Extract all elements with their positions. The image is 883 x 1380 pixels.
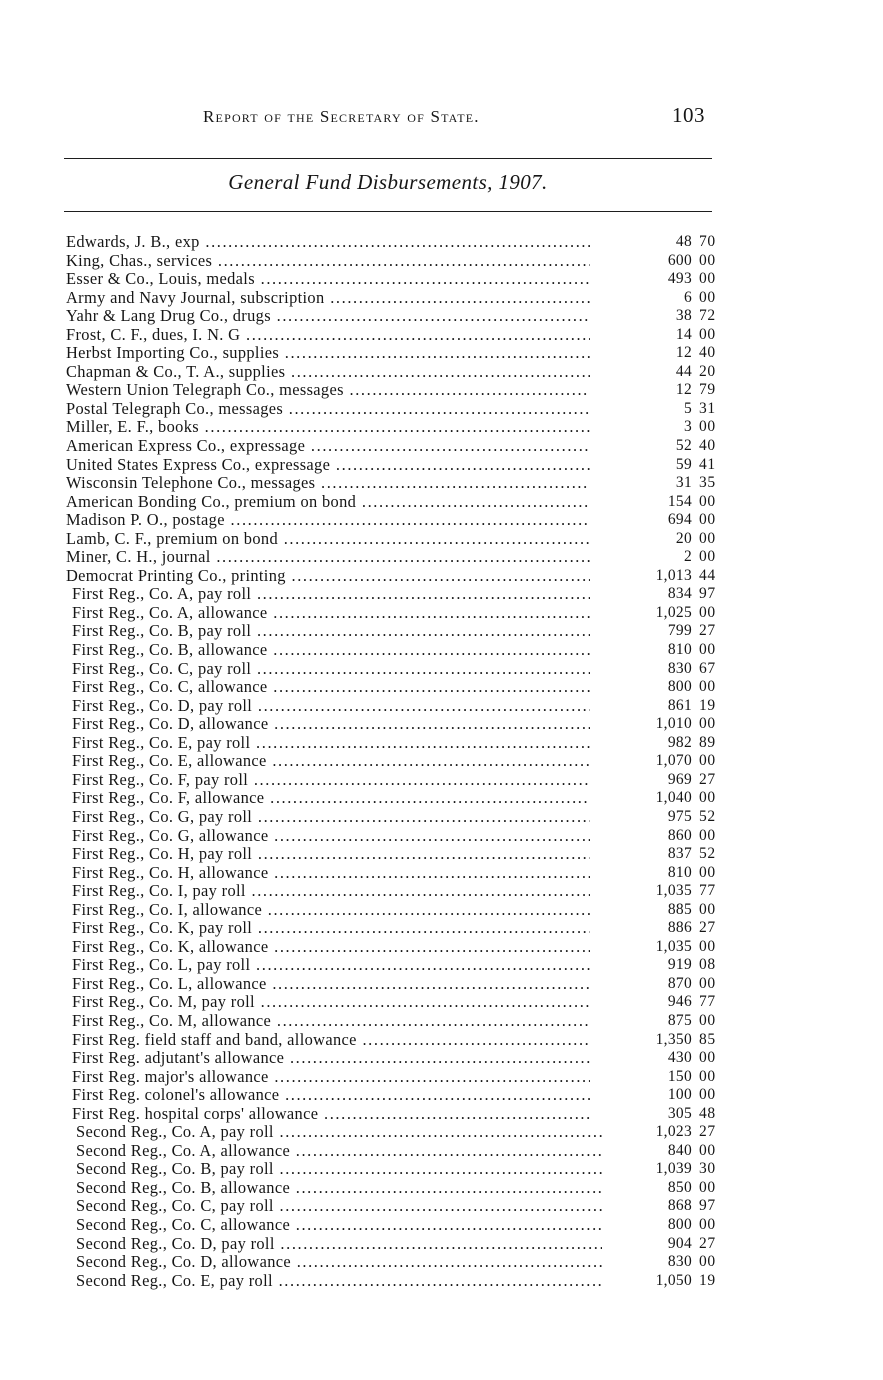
ledger-row	[0, 752, 883, 771]
amount-dollars: 1,023	[655, 1123, 692, 1141]
amount-dollars: 600	[667, 251, 692, 269]
amount-dollars: 810	[667, 863, 692, 881]
amount-cents: 97	[699, 1197, 716, 1215]
ledger-row	[0, 1068, 883, 1087]
amount-dollars: 1,035	[655, 882, 692, 900]
entry-description: Postal Telegraph Co., messages .....	[66, 400, 590, 419]
amount-dollars: 885	[667, 900, 692, 918]
amount-dollars: 904	[667, 1234, 692, 1252]
ledger-row	[0, 1049, 883, 1068]
entry-description: Second Reg., Co. C, pay roll .....	[76, 1197, 602, 1216]
amount-dollars: 860	[667, 826, 692, 844]
amount-dollars: 38	[675, 307, 692, 325]
ledger-row	[0, 864, 883, 883]
amount-dollars: 837	[667, 845, 692, 863]
amount-dollars: 800	[667, 1215, 692, 1233]
amount-dollars: 799	[667, 622, 692, 640]
entry-description: Edwards, J. B., exp .....	[66, 233, 590, 252]
amount-dollars: 840	[667, 1141, 692, 1159]
ledger-row	[0, 956, 883, 975]
ledger-row	[0, 975, 883, 994]
entry-description: First Reg., Co. K, pay roll .....	[72, 919, 590, 938]
ledger-row	[0, 344, 883, 363]
entry-description: First Reg., Co. C, pay roll .....	[72, 660, 590, 679]
amount-cents: 08	[699, 956, 716, 974]
amount-dollars: 154	[667, 492, 692, 510]
ledger-row	[0, 1197, 883, 1216]
amount-cents: 00	[699, 511, 716, 529]
entry-description: Second Reg., Co. C, allowance .....	[76, 1216, 602, 1235]
amount-dollars: 886	[667, 919, 692, 937]
entry-description: First Reg., Co. C, allowance .....	[72, 678, 590, 697]
ledger-row	[0, 993, 883, 1012]
entry-description: Second Reg., Co. A, pay roll .....	[76, 1123, 602, 1142]
amount-cents: 00	[699, 715, 716, 733]
amount-dollars: 31	[675, 474, 692, 492]
amount-cents: 00	[699, 1011, 716, 1029]
ledger-row	[0, 530, 883, 549]
amount-cents: 00	[699, 863, 716, 881]
amount-cents: 00	[699, 251, 716, 269]
amount-cents: 48	[699, 1104, 716, 1122]
amount-dollars: 1,035	[655, 937, 692, 955]
amount-dollars: 946	[667, 993, 692, 1011]
amount-cents: 00	[699, 1178, 716, 1196]
ledger-row	[0, 326, 883, 345]
amount-dollars: 59	[675, 455, 692, 473]
amount-dollars: 1,039	[655, 1160, 692, 1178]
amount-cents: 00	[699, 1141, 716, 1159]
ledger-row	[0, 548, 883, 567]
entry-description: First Reg., Co. A, allowance .....	[72, 604, 590, 623]
amount-dollars: 48	[675, 233, 692, 250]
entry-description: First Reg., Co. K, allowance .....	[72, 938, 590, 957]
entry-description: First Reg., Co. I, pay roll .....	[72, 882, 590, 901]
ledger-row	[0, 363, 883, 382]
entry-description: First Reg., Co. L, allowance .....	[72, 975, 590, 994]
page-number: 103	[672, 103, 705, 127]
ledger-row	[0, 381, 883, 400]
ledger-row	[0, 1012, 883, 1031]
amount-dollars: 52	[675, 437, 692, 455]
entry-description: Second Reg., Co. D, allowance .....	[76, 1253, 602, 1272]
amount-dollars: 3	[683, 418, 692, 436]
amount-dollars: 1,050	[655, 1271, 692, 1289]
entry-description: First Reg., Co. E, pay roll .....	[72, 734, 590, 753]
ledger-row	[0, 400, 883, 419]
entry-description: First Reg., Co. A, pay roll .....	[72, 585, 590, 604]
amount-cents: 27	[699, 919, 716, 937]
amount-dollars: 861	[667, 696, 692, 714]
ledger-row	[0, 604, 883, 623]
bottom-rule	[64, 211, 712, 212]
amount-cents: 77	[699, 993, 716, 1011]
amount-cents: 27	[699, 770, 716, 788]
entry-description: First Reg. hospital corps' allowance .....	[72, 1105, 590, 1124]
ledger-row	[0, 641, 883, 660]
entry-description: First Reg., Co. D, allowance .....	[72, 715, 590, 734]
entry-description: Second Reg., Co. B, allowance .....	[76, 1179, 602, 1198]
amount-dollars: 810	[667, 641, 692, 659]
amount-cents: 00	[699, 325, 716, 343]
amount-cents: 00	[699, 1086, 716, 1104]
entry-description: First Reg. adjutant's allowance .....	[72, 1049, 590, 1068]
amount-cents: 35	[699, 474, 716, 492]
entry-description: First Reg., Co. L, pay roll .....	[72, 956, 590, 975]
ledger-row	[0, 1086, 883, 1105]
amount-dollars: 12	[675, 344, 692, 362]
amount-cents: 00	[699, 752, 716, 770]
entry-description: Second Reg., Co. D, pay roll .....	[76, 1235, 602, 1254]
entry-description: United States Express Co., expressage .....	[66, 456, 590, 475]
ledger-row	[0, 827, 883, 846]
amount-cents: 89	[699, 733, 716, 751]
amount-cents: 19	[699, 696, 716, 714]
amount-dollars: 1,025	[655, 603, 692, 621]
amount-dollars: 800	[667, 678, 692, 696]
amount-dollars: 834	[667, 585, 692, 603]
entry-description: First Reg., Co. G, allowance .....	[72, 827, 590, 846]
amount-cents: 27	[699, 622, 716, 640]
entry-description: American Express Co., expressage .....	[66, 437, 590, 456]
ledger-row	[0, 1142, 883, 1161]
entry-description: King, Chas., services .....	[66, 252, 590, 271]
ledger-row	[0, 493, 883, 512]
ledger-row	[0, 660, 883, 679]
entry-description: First Reg. colonel's allowance .....	[72, 1086, 590, 1105]
ledger-row	[0, 474, 883, 493]
amount-cents: 44	[699, 566, 716, 584]
ledger-row	[0, 289, 883, 308]
ledger-row	[0, 845, 883, 864]
ledger-row	[0, 437, 883, 456]
entry-description: Miller, E. F., books .....	[66, 418, 590, 437]
ledger-row	[0, 678, 883, 697]
amount-dollars: 14	[675, 325, 692, 343]
entry-description: First Reg., Co. D, pay roll .....	[72, 697, 590, 716]
amount-dollars: 1,070	[655, 752, 692, 770]
ledger-row	[0, 511, 883, 530]
entry-description: First Reg., Co. G, pay roll .....	[72, 808, 590, 827]
ledger-row	[0, 1105, 883, 1124]
amount-cents: 27	[699, 1123, 716, 1141]
entry-description: Frost, C. F., dues, I. N. G .....	[66, 326, 590, 345]
entry-description: Democrat Printing Co., printing .....	[66, 567, 590, 586]
ledger-row	[0, 901, 883, 920]
amount-dollars: 12	[675, 381, 692, 399]
ledger-row	[0, 1272, 883, 1291]
ledger-row	[0, 919, 883, 938]
amount-cents: 70	[699, 233, 716, 250]
entry-description: First Reg., Co. M, pay roll .....	[72, 993, 590, 1012]
entry-description: Yahr & Lang Drug Co., drugs .....	[66, 307, 590, 326]
ledger-row	[0, 1253, 883, 1272]
entry-description: First Reg., Co. H, allowance .....	[72, 864, 590, 883]
entry-description: Western Union Telegraph Co., messages .....	[66, 381, 590, 400]
ledger-row	[0, 270, 883, 289]
amount-cents: 00	[699, 900, 716, 918]
entry-description: First Reg., Co. E, allowance .....	[72, 752, 590, 771]
amount-cents: 00	[699, 418, 716, 436]
amount-dollars: 44	[675, 362, 692, 380]
entry-description: First Reg., Co. M, allowance .....	[72, 1012, 590, 1031]
entry-description: Second Reg., Co. B, pay roll .....	[76, 1160, 602, 1179]
amount-dollars: 6	[683, 288, 692, 306]
amount-dollars: 694	[667, 511, 692, 529]
entry-description: Second Reg., Co. A, allowance .....	[76, 1142, 602, 1161]
amount-dollars: 870	[667, 974, 692, 992]
entry-description: First Reg., Co. I, allowance .....	[72, 901, 590, 920]
amount-cents: 00	[699, 789, 716, 807]
amount-cents: 00	[699, 1067, 716, 1085]
ledger-row	[0, 1216, 883, 1235]
amount-cents: 00	[699, 603, 716, 621]
amount-cents: 52	[699, 807, 716, 825]
entry-description: American Bonding Co., premium on bond .....	[66, 493, 590, 512]
amount-cents: 00	[699, 1253, 716, 1271]
section-title: General Fund Disbursements, 1907.	[228, 170, 548, 194]
entry-description: Army and Navy Journal, subscription .....	[66, 289, 590, 308]
ledger-row	[0, 734, 883, 753]
entry-description: First Reg., Co. F, pay roll .....	[72, 771, 590, 790]
amount-cents: 40	[699, 344, 716, 362]
entry-description: Wisconsin Telephone Co., messages .....	[66, 474, 590, 493]
disbursements-ledger	[0, 233, 883, 1290]
entry-description: Chapman & Co., T. A., supplies .....	[66, 363, 590, 382]
amount-dollars: 1,350	[655, 1030, 692, 1048]
amount-cents: 52	[699, 845, 716, 863]
amount-dollars: 20	[675, 529, 692, 547]
amount-cents: 85	[699, 1030, 716, 1048]
amount-dollars: 150	[667, 1067, 692, 1085]
top-rule	[64, 158, 712, 159]
amount-dollars: 100	[667, 1086, 692, 1104]
amount-cents: 00	[699, 937, 716, 955]
amount-cents: 67	[699, 659, 716, 677]
amount-cents: 00	[699, 678, 716, 696]
entry-description: Miner, C. H., journal .....	[66, 548, 590, 567]
amount-cents: 31	[699, 399, 716, 417]
ledger-row	[0, 418, 883, 437]
ledger-row	[0, 715, 883, 734]
amount-dollars: 868	[667, 1197, 692, 1215]
ledger-row	[0, 938, 883, 957]
ledger-row	[0, 1179, 883, 1198]
ledger-row	[0, 771, 883, 790]
amount-dollars: 2	[683, 548, 692, 566]
amount-cents: 00	[699, 288, 716, 306]
amount-dollars: 5	[683, 399, 692, 417]
ledger-row	[0, 882, 883, 901]
amount-cents: 77	[699, 882, 716, 900]
ledger-row	[0, 567, 883, 586]
amount-dollars: 969	[667, 770, 692, 788]
amount-dollars: 830	[667, 1253, 692, 1271]
entry-description: First Reg. major's allowance .....	[72, 1068, 590, 1087]
ledger-row	[0, 456, 883, 475]
amount-cents: 27	[699, 1234, 716, 1252]
entry-description: First Reg., Co. F, allowance .....	[72, 789, 590, 808]
entry-description: Herbst Importing Co., supplies .....	[66, 344, 590, 363]
amount-dollars: 1,013	[655, 566, 692, 584]
amount-cents: 41	[699, 455, 716, 473]
amount-cents: 00	[699, 641, 716, 659]
amount-cents: 97	[699, 585, 716, 603]
entry-description: First Reg. field staff and band, allowance .....	[72, 1031, 590, 1050]
amount-cents: 00	[699, 826, 716, 844]
amount-dollars: 975	[667, 807, 692, 825]
ledger-row	[0, 585, 883, 604]
amount-cents: 00	[699, 492, 716, 510]
entry-description: First Reg., Co. B, allowance .....	[72, 641, 590, 660]
amount-cents: 19	[699, 1271, 716, 1289]
entry-description: Lamb, C. F., premium on bond .....	[66, 530, 590, 549]
ledger-row	[0, 1123, 883, 1142]
amount-cents: 00	[699, 1049, 716, 1067]
amount-cents: 00	[699, 270, 716, 288]
entry-description: Esser & Co., Louis, medals .....	[66, 270, 590, 289]
amount-cents: 79	[699, 381, 716, 399]
entry-description: First Reg., Co. H, pay roll .....	[72, 845, 590, 864]
amount-dollars: 1,010	[655, 715, 692, 733]
amount-cents: 00	[699, 548, 716, 566]
ledger-row	[0, 789, 883, 808]
entry-description: First Reg., Co. B, pay roll .....	[72, 622, 590, 641]
ledger-row	[0, 1160, 883, 1179]
amount-cents: 72	[699, 307, 716, 325]
amount-dollars: 1,040	[655, 789, 692, 807]
ledger-row	[0, 307, 883, 326]
amount-dollars: 830	[667, 659, 692, 677]
ledger-row	[0, 697, 883, 716]
amount-cents: 40	[699, 437, 716, 455]
amount-cents: 00	[699, 529, 716, 547]
entry-description: Second Reg., Co. E, pay roll .....	[76, 1272, 602, 1291]
amount-dollars: 919	[667, 956, 692, 974]
ledger-row	[0, 808, 883, 827]
amount-dollars: 430	[667, 1049, 692, 1067]
page-header	[0, 103, 883, 133]
amount-dollars: 493	[667, 270, 692, 288]
ledger-row	[0, 622, 883, 641]
ledger-row	[0, 233, 883, 252]
amount-cents: 20	[699, 362, 716, 380]
amount-cents: 00	[699, 1215, 716, 1233]
entry-description: Madison P. O., postage .....	[66, 511, 590, 530]
amount-dollars: 850	[667, 1178, 692, 1196]
ledger-row	[0, 1235, 883, 1254]
amount-cents: 00	[699, 974, 716, 992]
amount-dollars: 875	[667, 1011, 692, 1029]
ledger-row	[0, 252, 883, 271]
running-title: Report of the Secretary of State.	[203, 107, 480, 126]
ledger-row	[0, 1031, 883, 1050]
amount-dollars: 305	[667, 1104, 692, 1122]
amount-cents: 30	[699, 1160, 716, 1178]
amount-dollars: 982	[667, 733, 692, 751]
